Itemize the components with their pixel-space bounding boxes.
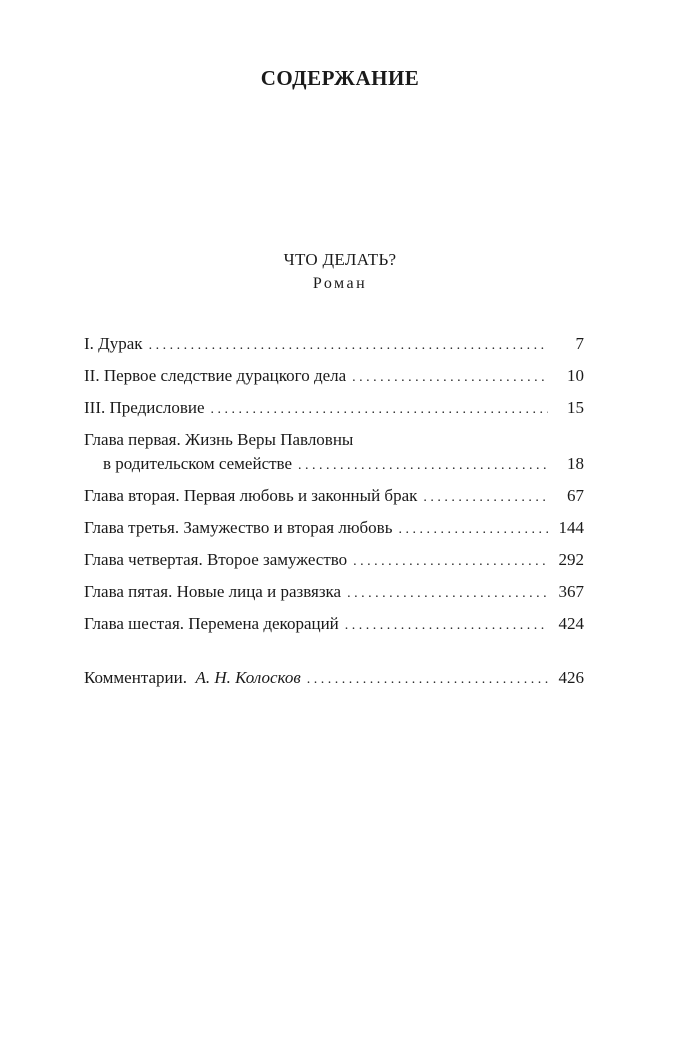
- section-gap: [84, 644, 584, 666]
- dot-leader: [149, 334, 548, 358]
- toc-entry: [84, 428, 584, 478]
- toc-entry-page: 10: [567, 366, 584, 385]
- toc-entry-page: 424: [558, 614, 584, 633]
- toc-entry: [84, 612, 584, 638]
- toc-entry-commentary: [84, 666, 584, 692]
- toc-entry-page: 7: [575, 334, 584, 353]
- toc-entry-title: Глава пятая. Новые лица и развязка: [84, 582, 342, 601]
- toc-entry-title: Глава четвертая. Второе замужество: [84, 550, 348, 569]
- dot-leader: [423, 486, 548, 510]
- dot-leader: [307, 668, 548, 692]
- toc-entry-page: 15: [567, 398, 584, 417]
- toc-entry-page: 67: [567, 486, 584, 505]
- toc-entry-page: 426: [558, 668, 584, 687]
- toc-entry: [84, 396, 584, 422]
- table-of-contents: [84, 332, 584, 698]
- dot-leader: [298, 454, 548, 478]
- toc-entry-title: [84, 666, 301, 690]
- dot-leader: [345, 614, 548, 638]
- toc-entry-title: Глава первая. Жизнь Веры Павловны: [84, 430, 354, 449]
- dot-leader: [353, 550, 548, 574]
- toc-entry-title-continued: в родительском семействе: [103, 454, 293, 473]
- page-title: СОДЕРЖАНИЕ: [260, 66, 420, 90]
- toc-entry-title: Глава шестая. Перемена декораций: [84, 614, 339, 633]
- toc-entry: [84, 484, 584, 510]
- toc-entry-page: 18: [567, 454, 584, 473]
- toc-entry-page: 144: [558, 518, 584, 537]
- commentary-title: Комментарии.: [84, 668, 187, 687]
- toc-entry-title: I. Дурак: [84, 334, 143, 353]
- dot-leader: [211, 398, 548, 422]
- dot-leader: [347, 582, 548, 606]
- toc-entry-title: II. Первое следствие дурацкого дела: [84, 366, 347, 385]
- work-subtitle: Роман: [312, 275, 368, 292]
- toc-entry-page: 367: [558, 582, 584, 601]
- toc-entry-title: III. Предисловие: [84, 398, 205, 417]
- dot-leader: [398, 518, 548, 542]
- commentary-author: А. Н. Колосков: [195, 668, 301, 687]
- toc-entry: [84, 332, 584, 358]
- work-title: ЧТО ДЕЛАТЬ?: [283, 250, 397, 269]
- dot-leader: [352, 366, 548, 390]
- toc-entry: [84, 516, 584, 542]
- toc-entry-title: Глава вторая. Первая любовь и законный брак: [84, 486, 418, 505]
- toc-entry-title: Глава третья. Замужество и вторая любовь: [84, 518, 393, 537]
- toc-entry: [84, 548, 584, 574]
- toc-entry: [84, 580, 584, 606]
- toc-entry-page: 292: [558, 550, 584, 569]
- toc-entry: [84, 364, 584, 390]
